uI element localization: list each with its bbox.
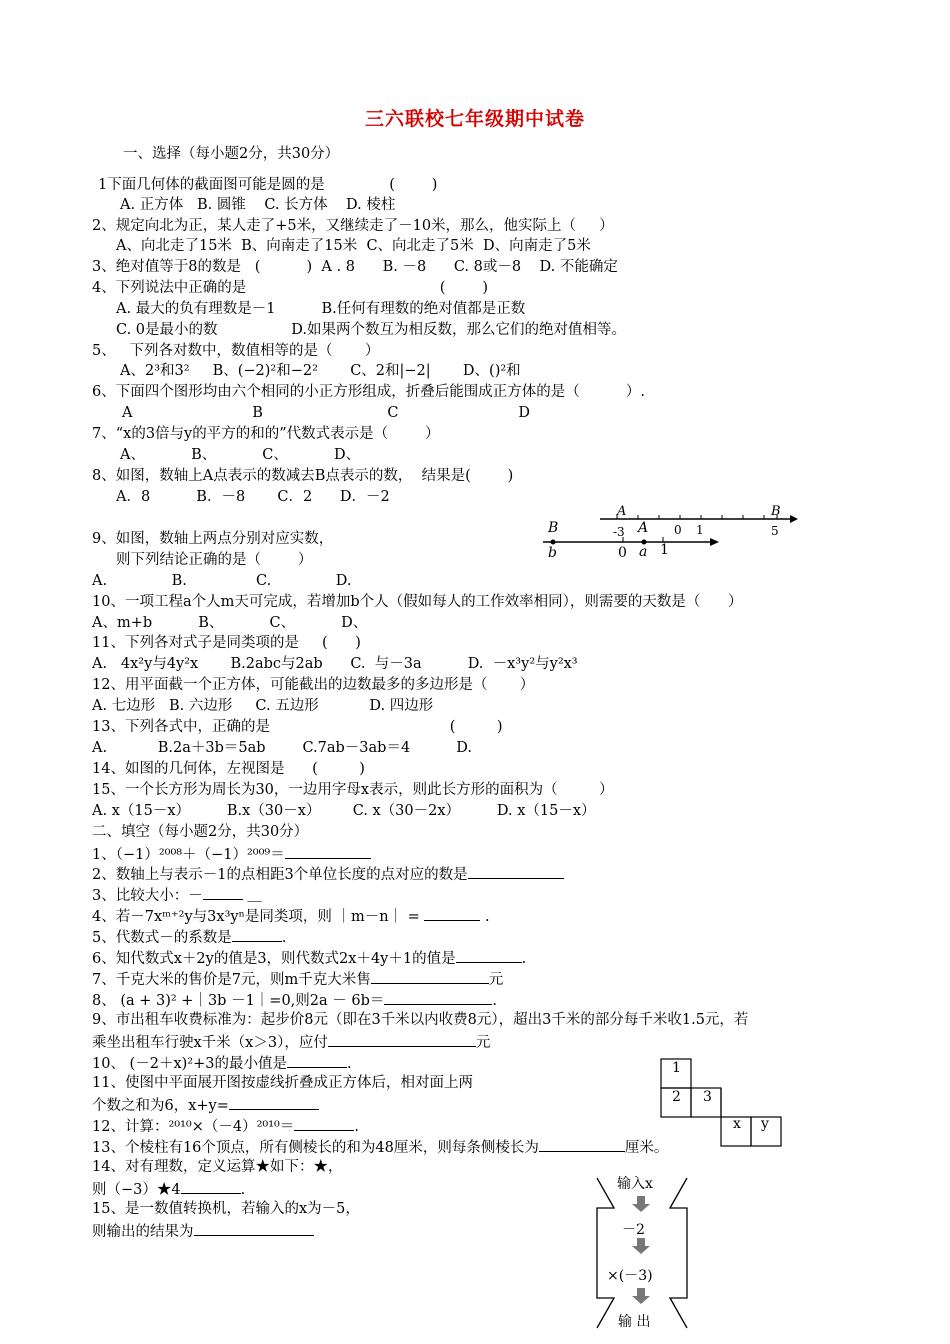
text-line	[92, 697, 433, 715]
tick-label: 0	[674, 523, 682, 537]
line-text: 乘坐出租车行驶x千米（x＞3），应付	[92, 1035, 328, 1051]
text-line	[92, 844, 371, 864]
blank-suffix: .	[346, 1056, 352, 1072]
answer-blank[interactable]	[539, 1137, 625, 1152]
answer-blank[interactable]	[371, 969, 489, 984]
text-line	[92, 864, 564, 884]
answer-blank[interactable]	[181, 1179, 241, 1194]
answer-blank[interactable]	[468, 864, 564, 879]
text-line	[92, 572, 351, 590]
machine-step2: ×(－3)	[607, 1268, 653, 1284]
cube-net-figure	[660, 1058, 782, 1148]
line-text: 2、规定向北为正，某人走了+5米，又继续走了－10米，那么，他实际上（ ）	[92, 218, 614, 234]
text-line	[92, 1137, 668, 1157]
text-line	[92, 1221, 314, 1241]
line-text: 15、是一数值转换机，若输入的x为－5，	[92, 1201, 360, 1217]
text-line	[122, 404, 530, 422]
answer-blank[interactable]	[384, 990, 492, 1005]
line-text: 1下面几何体的截面图可能是圆的是 ( )	[98, 177, 438, 193]
line-text: 3、比较大小：－	[92, 888, 203, 904]
line-text: 1、（−1）²⁰⁰⁸＋（−1）²⁰⁰⁹＝	[92, 847, 285, 863]
text-line	[92, 718, 503, 736]
text-line	[92, 781, 614, 799]
text-line	[92, 383, 645, 401]
line-text: A. 正方体 B. 圆锥 C. 长方体 D. 棱柱	[120, 197, 396, 213]
text-line	[92, 279, 488, 297]
line-text: 15、一个长方形为周长为30，一边用字母x表示，则此长方形的面积为（ ）	[92, 782, 614, 798]
blank-suffix: .	[354, 1119, 359, 1135]
text-line	[92, 885, 266, 905]
line-text: A. x（15－x） B.x（30－x） C. x（30－2x） D. x（15－x）	[92, 803, 596, 819]
point-a2-label: A	[638, 520, 649, 536]
text-line	[92, 802, 596, 820]
tick-label: 5	[771, 524, 779, 538]
line-text: 7、“x的3倍与y的平方的和的”代数式表示是（ ）	[92, 426, 440, 442]
text-line	[92, 1053, 352, 1073]
answer-blank[interactable]	[194, 1221, 314, 1236]
line-text: 8、 (a + 3)² +｜3b －1｜=0,则2a － 6b＝	[92, 993, 385, 1009]
point-a-label: A	[617, 505, 627, 519]
line-text: A. 4x²y与4y²x B.2abc与2ab C. 与－3a D. －x³y²与y²x³	[92, 656, 578, 672]
line-text: 13、个棱柱有16个顶点，所有侧棱长的和为48厘米，则每条侧棱长为	[92, 1140, 539, 1156]
text-line	[92, 1095, 319, 1115]
line-text: 8、如图，数轴上A点表示的数减去B点表示的数， 结果是( )	[92, 468, 514, 484]
text-line	[92, 990, 497, 1010]
line-text: 12、计算：²⁰¹⁰×（－4）²⁰¹⁰＝	[92, 1119, 295, 1135]
text-line	[120, 196, 395, 214]
line-text: 4、若－7xᵐ⁺²y与3x³yⁿ是同类项，则 ｜m－n｜ =	[92, 909, 425, 925]
machine-input: 输入x	[617, 1176, 653, 1192]
line-text: 14、对有理数，定义运算★如下：★，	[92, 1159, 343, 1175]
text-line	[92, 906, 490, 926]
blank-suffix: .	[492, 993, 497, 1009]
point-b2-label: B	[548, 520, 559, 536]
blank-suffix: 元	[475, 1035, 491, 1051]
tick-label: 1	[696, 523, 704, 537]
answer-blank[interactable]	[287, 1053, 347, 1068]
line-text: A. B. C. D.	[92, 573, 352, 589]
answer-blank[interactable]	[328, 1032, 476, 1047]
text-line	[92, 217, 614, 235]
var-b-label: b	[548, 545, 557, 560]
answer-blank[interactable]	[424, 906, 480, 921]
blank-suffix: 厘米。	[624, 1140, 669, 1156]
text-line	[92, 593, 743, 611]
text-line	[92, 676, 534, 694]
line-text: 个数之和为6，x+y=	[92, 1098, 229, 1114]
line-text: 11、使图中平面展开图按虚线折叠成正方体后，相对面上两	[92, 1075, 473, 1091]
line-text: A. 七边形 B. 六边形 C. 五边形 D. 四边形	[92, 698, 434, 714]
line-text: A、 B、 C、 D、	[120, 447, 361, 463]
line-text: A、m+b B、 C、 D、	[92, 615, 368, 631]
text-line	[92, 342, 379, 360]
line-text: C. 0是最小的数 D.如果两个数互为相反数，那么它们的绝对值相等。	[116, 322, 626, 338]
text-line	[92, 1116, 359, 1136]
text-line	[92, 425, 440, 443]
var-a-label: a	[639, 544, 648, 560]
line-text: 13、下列各式中，正确的是 ( )	[92, 719, 503, 735]
text-line	[92, 1032, 490, 1052]
line-text: A B C D	[122, 405, 530, 421]
line-text: A、2³和3² B、(−2)²和−2² C、2和|−2| D、()²和	[120, 363, 521, 379]
line-text: 12、用平面截一个正方体，可能截出的边数最多的多边形是（ ）	[92, 677, 535, 693]
line-text: 二、填空（每小题2分，共30分）	[92, 824, 309, 840]
text-line	[92, 948, 526, 968]
text-line	[116, 300, 525, 318]
text-line	[92, 467, 513, 485]
net-cell: x	[733, 1116, 741, 1132]
page-title: 三六联校七年级期中试卷	[364, 108, 585, 130]
text-line	[92, 927, 286, 947]
text-line	[120, 362, 521, 380]
text-line	[92, 1158, 342, 1176]
text-line	[92, 1200, 360, 1218]
line-text: 6、下面四个图形均由六个相同的小正方形组成，折叠后能围成正方体的是（ ）.	[92, 384, 645, 400]
text-line	[116, 551, 312, 569]
text-line	[92, 760, 365, 778]
line-text: 6、知代数式x＋2y的值是3，则代数式2x＋4y＋1的值是	[92, 951, 456, 967]
line-text: 2、数轴上与表示－1的点相距3个单位长度的点对应的数是	[92, 867, 468, 883]
net-cell: 3	[703, 1089, 712, 1105]
line-text: A、向北走了15米 B、向南走了15米 C、向北走了5米 D、向南走了5米	[116, 238, 591, 254]
text-line	[116, 237, 591, 255]
answer-blank[interactable]	[229, 1095, 319, 1110]
line-text: A．8 B．－8 C．2 D．－2	[116, 489, 390, 505]
text-line	[92, 1179, 245, 1199]
line-text: 10、 (－2＋x)²+3的最小值是	[92, 1056, 287, 1072]
line-text: 则（−3）★4	[92, 1182, 181, 1198]
text-line	[120, 446, 360, 464]
text-line	[92, 634, 361, 652]
blank-suffix: .	[240, 1182, 246, 1198]
numberline2-figure	[538, 518, 723, 560]
line-text: 7、千克大米的售价是7元，则m千克大米售	[92, 972, 371, 988]
line-text: 5、代数式－的系数是	[92, 930, 232, 946]
net-cell: y	[761, 1116, 769, 1132]
tick-label: -3	[613, 525, 625, 539]
line-text: 9、市出租车收费标准为：起步价8元（即在3千米以内收费8元），超出3千米的部分每千米收1.5元，若	[92, 1012, 749, 1028]
line-text: 14、如图的几何体，左视图是 ( )	[92, 761, 365, 777]
blank-suffix: .	[521, 951, 527, 967]
section-heading-choice: 一、选择（每小题2分，共30分）	[123, 146, 340, 162]
answer-blank[interactable]	[285, 844, 371, 859]
number-machine-figure	[592, 1168, 692, 1338]
blank-suffix: 元	[488, 972, 504, 988]
text-line	[92, 739, 472, 757]
one-label: 1	[660, 542, 669, 558]
text-line	[92, 1074, 473, 1092]
text-line	[92, 969, 503, 989]
blank-suffix: ＿	[242, 888, 267, 904]
machine-output: 输 出	[618, 1314, 651, 1330]
text-line	[92, 258, 618, 276]
net-cell: 2	[672, 1089, 681, 1105]
text-line	[92, 823, 308, 841]
text-line	[92, 530, 333, 548]
line-text: A. B.2a＋3b＝5ab C.7ab－3ab＝4 D.	[92, 740, 472, 756]
line-text: A. 最大的负有理数是－1 B.任何有理数的绝对值都是正数	[116, 301, 526, 317]
line-text: 4、下列说法中正确的是 ( )	[92, 280, 488, 296]
answer-blank[interactable]	[294, 1116, 354, 1131]
zero-label: 0	[618, 545, 627, 560]
blank-suffix: .	[480, 909, 490, 925]
line-text: 5、 下列各对数中，数值相等的是（ ）	[92, 343, 380, 359]
text-line	[92, 1011, 748, 1029]
text-line	[92, 614, 367, 632]
answer-blank[interactable]	[232, 927, 282, 942]
blank-suffix: .	[281, 930, 287, 946]
text-line	[98, 176, 437, 194]
answer-blank[interactable]	[456, 948, 522, 963]
line-text: 11、下列各对式子是同类项的是 ( )	[92, 635, 361, 651]
line-text: 则输出的结果为	[92, 1224, 194, 1240]
point-b-label: B	[771, 505, 781, 519]
line-text: 10、一项工程a个人m天可完成，若增加b个人（假如每人的工作效率相同），则需要的天数是（ ）	[92, 594, 743, 610]
machine-step1: －2	[622, 1222, 645, 1238]
text-line	[116, 321, 626, 339]
text-line	[92, 655, 578, 673]
answer-blank[interactable]	[203, 885, 243, 900]
text-line	[116, 488, 390, 506]
line-text: 则下列结论正确的是（ ）	[116, 552, 313, 568]
line-text: 9、如图，数轴上两点分别对应实数，	[92, 531, 334, 547]
line-text: 3、绝对值等于8的数是 ( ) A . 8 B. －8 C. 8或－8 D. 不能确定	[92, 259, 618, 275]
net-cell: 1	[672, 1060, 681, 1076]
